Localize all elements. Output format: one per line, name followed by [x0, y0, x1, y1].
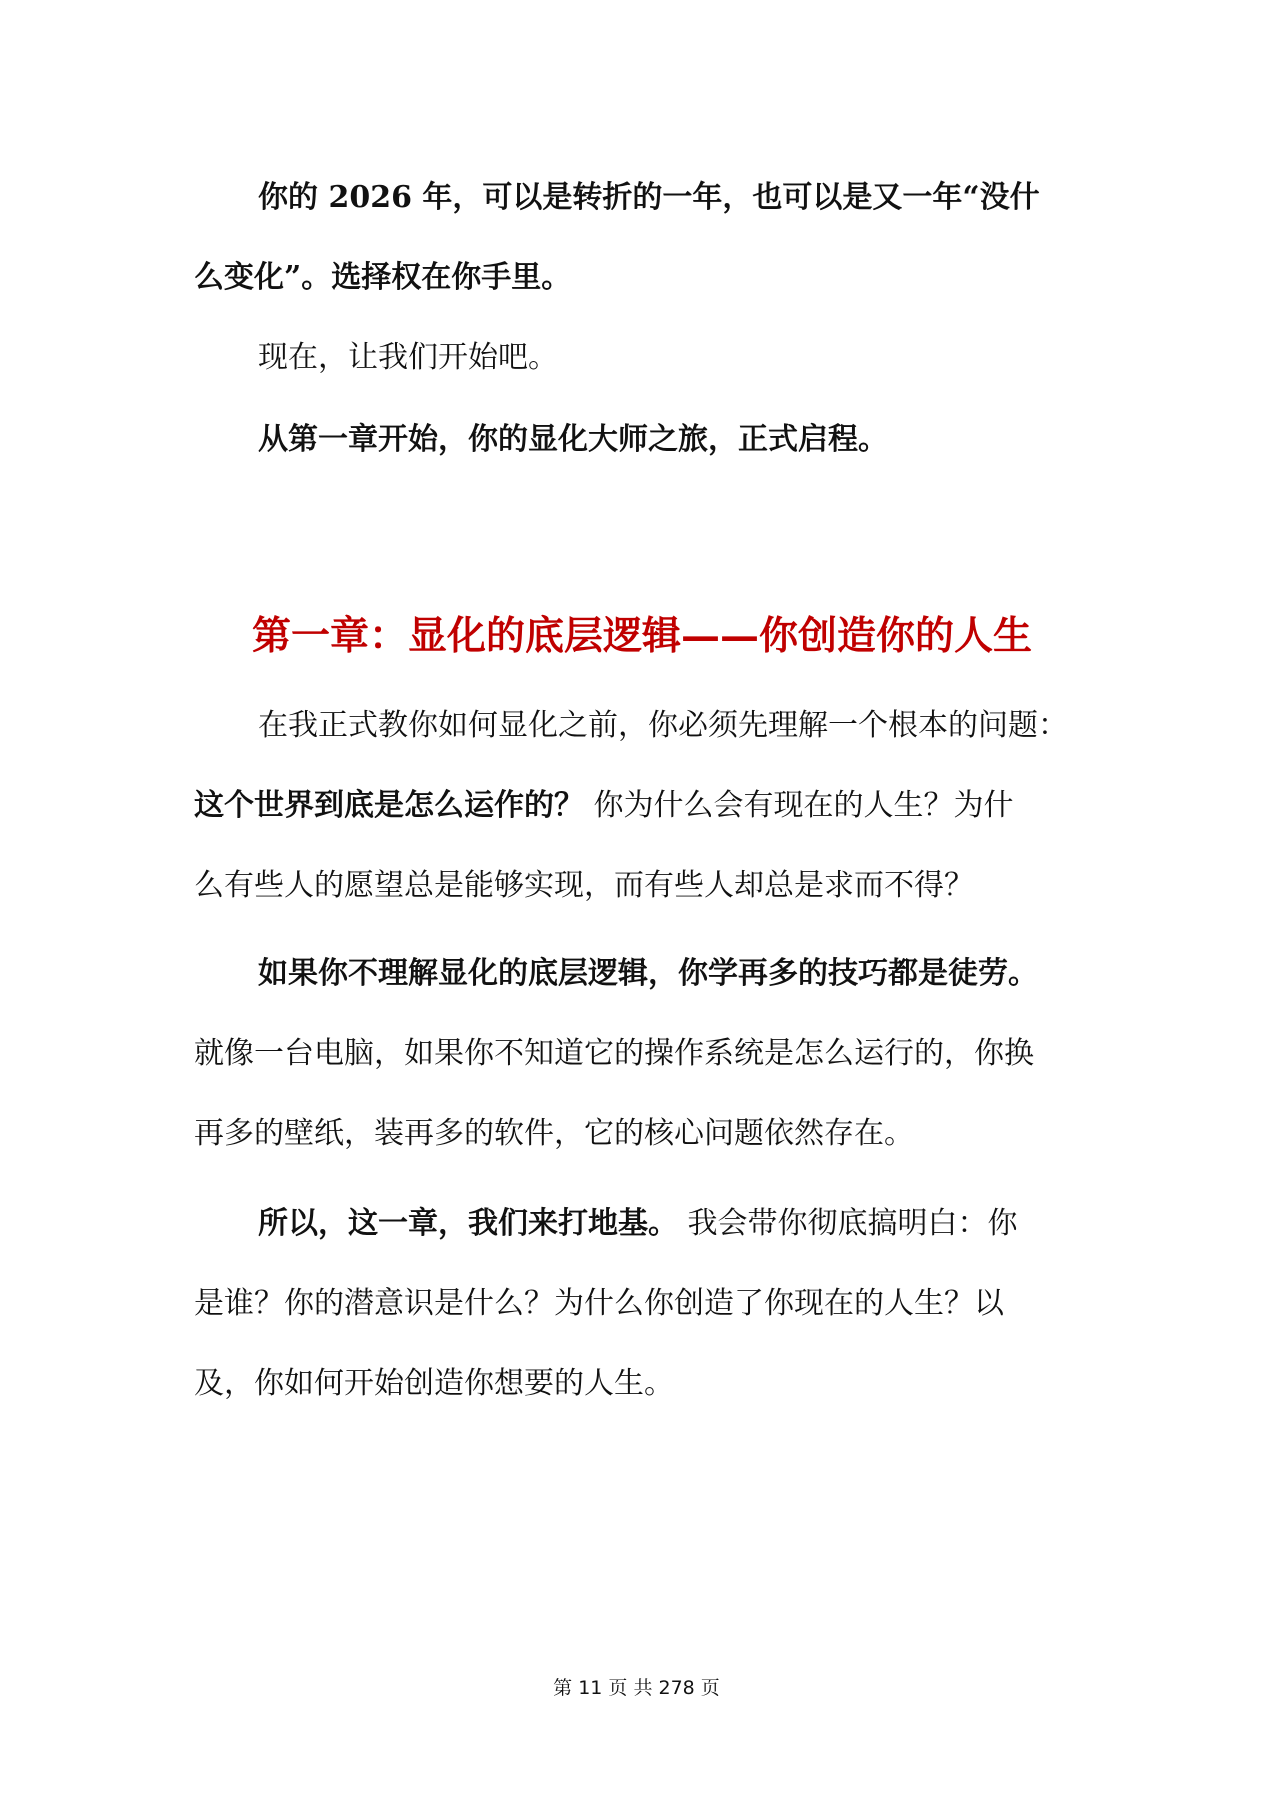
paragraph-line: 就像一台电脑，如果你不知道它的操作系统是怎么运行的，你换	[194, 1036, 1034, 1071]
paragraph-line: 从第一章开始，你的显化大师之旅，正式启程。	[258, 422, 888, 457]
paragraph-line: 现在，让我们开始吧。	[258, 340, 558, 375]
paragraph-line: 是谁？你的潜意识是什么？为什么你创造了你现在的人生？以	[194, 1286, 1004, 1321]
emphasis-text: 这个世界到底是怎么运作的？	[194, 788, 584, 823]
paragraph-line: 么变化”。选择权在你手里。	[194, 260, 572, 295]
paragraph-text: 我会带你彻底搞明白：你	[678, 1206, 1018, 1241]
paragraph-line	[194, 786, 1094, 826]
paragraph-line: 如果你不理解显化的底层逻辑，你学再多的技巧都是徒劳。	[258, 956, 1038, 991]
paragraph-line: 再多的壁纸，装再多的软件，它的核心问题依然存在。	[194, 1116, 914, 1151]
paragraph-text: 你为什么会有现在的人生？为什	[584, 788, 1014, 823]
page-number-footer: 第 11 页 共 278 页	[553, 1677, 720, 1699]
chapter-heading: 第一章：显化的底层逻辑——你创造你的人生	[252, 613, 1033, 659]
paragraph-line: 在我正式教你如何显化之前，你必须先理解一个根本的问题：	[258, 708, 1068, 743]
paragraph-line	[258, 1204, 1158, 1244]
paragraph-line: 么有些人的愿望总是能够实现，而有些人却总是求而不得？	[194, 868, 974, 903]
emphasis-text: 所以，这一章，我们来打地基。	[258, 1206, 678, 1241]
paragraph-line: 及，你如何开始创造你想要的人生。	[194, 1366, 674, 1401]
paragraph-line: 你的 2026 年，可以是转折的一年，也可以是又一年“没什	[258, 180, 1040, 215]
